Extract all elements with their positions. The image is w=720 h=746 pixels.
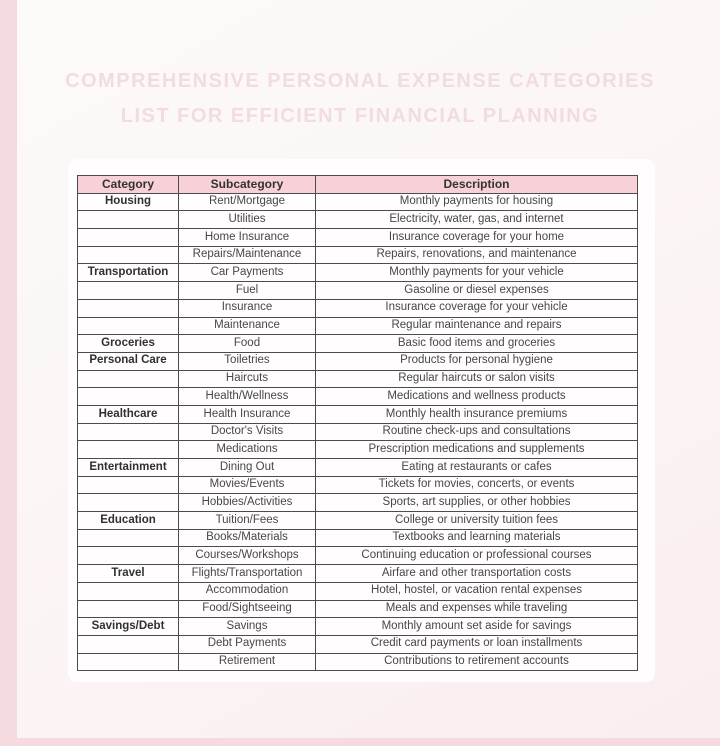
description-cell: Medications and wellness products [316,388,638,406]
table-row [78,264,638,282]
expense-table-header [78,176,638,194]
category-cell [78,547,179,565]
description-cell: Repairs, renovations, and maintenance [316,246,638,264]
expense-table [77,175,638,671]
expense-table-body [78,193,638,671]
table-row [78,352,638,370]
description-cell: Eating at restaurants or cafes [316,459,638,477]
description-cell: Monthly health insurance premiums [316,405,638,423]
column-header-category: Category [78,176,179,194]
table-row [78,246,638,264]
category-cell: Housing [78,193,179,211]
category-cell [78,370,179,388]
table-row [78,211,638,229]
category-cell [78,653,179,671]
column-header-description: Description [316,176,638,194]
table-row [78,317,638,335]
subcategory-cell: Home Insurance [179,229,316,247]
description-cell: Regular haircuts or salon visits [316,370,638,388]
subcategory-cell: Insurance [179,299,316,317]
category-cell [78,229,179,247]
subcategory-cell: Doctor's Visits [179,423,316,441]
table-row [78,229,638,247]
category-cell [78,600,179,618]
page-title-line2: LIST FOR EFFICIENT FINANCIAL PLANNING [120,105,600,127]
category-cell [78,423,179,441]
column-header-subcategory: Subcategory [179,176,316,194]
table-row [78,512,638,530]
description-cell: Gasoline or diesel expenses [316,282,638,300]
table-row [78,282,638,300]
category-cell: Education [78,512,179,530]
subcategory-cell: Health/Wellness [179,388,316,406]
description-cell: Electricity, water, gas, and internet [316,211,638,229]
category-cell: Groceries [78,335,179,353]
category-cell [78,211,179,229]
subcategory-cell: Movies/Events [179,476,316,494]
description-cell: Contributions to retirement accounts [316,653,638,671]
subcategory-cell: Hobbies/Activities [179,494,316,512]
table-row [78,423,638,441]
description-cell: Routine check-ups and consultations [316,423,638,441]
description-cell: Products for personal hygiene [316,352,638,370]
description-cell: Textbooks and learning materials [316,529,638,547]
table-row [78,547,638,565]
subcategory-cell: Repairs/Maintenance [179,246,316,264]
subcategory-cell: Rent/Mortgage [179,193,316,211]
table-row [78,600,638,618]
category-cell: Personal Care [78,352,179,370]
category-cell [78,635,179,653]
category-cell [78,282,179,300]
subcategory-cell: Fuel [179,282,316,300]
subcategory-cell: Retirement [179,653,316,671]
subcategory-cell: Haircuts [179,370,316,388]
category-cell: Travel [78,565,179,583]
table-row [78,476,638,494]
table-row [78,370,638,388]
category-cell: Entertainment [78,459,179,477]
table-row [78,335,638,353]
table-row [78,405,638,423]
description-cell: Tickets for movies, concerts, or events [316,476,638,494]
subcategory-cell: Food [179,335,316,353]
table-row [78,494,638,512]
table-row [78,388,638,406]
subcategory-cell: Flights/Transportation [179,565,316,583]
category-cell [78,317,179,335]
category-cell [78,388,179,406]
subcategory-cell: Medications [179,441,316,459]
category-cell [78,476,179,494]
subcategory-cell: Tuition/Fees [179,512,316,530]
page-title-line1: COMPREHENSIVE PERSONAL EXPENSE CATEGORIES [65,70,655,92]
description-cell: Credit card payments or loan installments [316,635,638,653]
subcategory-cell: Health Insurance [179,405,316,423]
subcategory-cell: Utilities [179,211,316,229]
subcategory-cell: Dining Out [179,459,316,477]
description-cell: Basic food items and groceries [316,335,638,353]
description-cell: Prescription medications and supplements [316,441,638,459]
description-cell: Meals and expenses while traveling [316,600,638,618]
category-cell: Healthcare [78,405,179,423]
description-cell: Sports, art supplies, or other hobbies [316,494,638,512]
subcategory-cell: Books/Materials [179,529,316,547]
table-row [78,618,638,636]
description-cell: Monthly amount set aside for savings [316,618,638,636]
table-row [78,459,638,477]
description-cell: Insurance coverage for your vehicle [316,299,638,317]
table-row [78,653,638,671]
table-row [78,299,638,317]
category-cell: Transportation [78,264,179,282]
description-cell: Monthly payments for housing [316,193,638,211]
table-row [78,529,638,547]
category-cell [78,582,179,600]
page-title [0,64,720,134]
description-cell: Monthly payments for your vehicle [316,264,638,282]
subcategory-cell: Food/Sightseeing [179,600,316,618]
table-row [78,565,638,583]
category-cell [78,299,179,317]
description-cell: Continuing education or professional courses [316,547,638,565]
description-cell: Hotel, hostel, or vacation rental expenses [316,582,638,600]
table-row [78,582,638,600]
subcategory-cell: Car Payments [179,264,316,282]
table-card [68,159,655,682]
category-cell [78,529,179,547]
description-cell: Airfare and other transportation costs [316,565,638,583]
subcategory-cell: Maintenance [179,317,316,335]
table-row [78,441,638,459]
category-cell: Savings/Debt [78,618,179,636]
description-cell: College or university tuition fees [316,512,638,530]
category-cell [78,246,179,264]
category-cell [78,494,179,512]
subcategory-cell: Debt Payments [179,635,316,653]
subcategory-cell: Accommodation [179,582,316,600]
subcategory-cell: Courses/Workshops [179,547,316,565]
category-cell [78,441,179,459]
subcategory-cell: Toiletries [179,352,316,370]
table-row [78,193,638,211]
subcategory-cell: Savings [179,618,316,636]
table-row [78,635,638,653]
description-cell: Insurance coverage for your home [316,229,638,247]
description-cell: Regular maintenance and repairs [316,317,638,335]
